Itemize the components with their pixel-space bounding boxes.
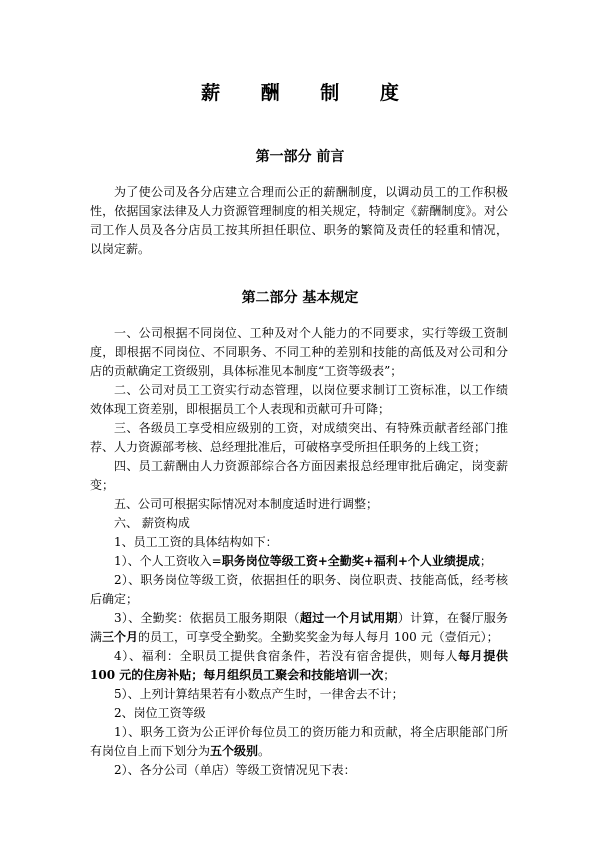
basic-rules-body xyxy=(90,324,508,780)
preface-paragraph: 为了使公司及各分店建立合理而公正的薪酬制度，以调动员工的工作积极性，依据国家法律及人力资源管理制度的相关规定，特制定《薪酬制度》。对公司工作人员及各分店员工按其所担任职位、职务的繁简及责任的轻重和情况，以岗定薪。 xyxy=(90,185,508,256)
preface-body xyxy=(90,183,508,259)
section-heading-preface: 第一部分 前言 xyxy=(255,149,345,165)
section-heading-basic-rules: 第二部分 基本规定 xyxy=(241,290,359,306)
attendance-bonus-text-a: 3）、全勤奖：依据员工服务期限（ xyxy=(114,611,300,625)
attendance-bonus-text-e: 的员工，可享受全勤奖。全勤奖奖金为每人每月 100 元（壹佰元）； xyxy=(138,630,499,644)
welfare xyxy=(90,647,508,685)
grade-levels-five: 五个级别 xyxy=(210,744,259,758)
position-grade-salary: 2）、职务岗位等级工资，依据担任的职务、岗位职责、技能高低，经考核后确定； xyxy=(90,573,508,606)
attendance-bonus-text-c: ）计算，在餐厅服务满 xyxy=(90,611,508,644)
welfare-text-c: ； xyxy=(383,668,396,682)
grade-levels-text-c: 。 xyxy=(258,744,271,758)
attendance-bonus xyxy=(90,609,508,647)
salary-formula-suffix: ； xyxy=(479,554,492,568)
rule-1: 一、公司根据不同岗位、工种及对个人能力的不同要求，实行等级工资制度，即根据不同岗位、不同职务、不同工种的差别和技能的高低及对公司和分店的贡献确定工资级别，具体标准见本制度“工资等级表”； xyxy=(90,326,508,378)
rule-2: 二、公司对员工工资实行动态管理，以岗位要求制订工资标准，以工作绩效体现工资差别，即根据员工个人表现和贡献可升可降； xyxy=(90,383,508,416)
branch-grade-table-note: 2）、各分公司（单店）等级工资情况见下表： xyxy=(114,763,356,777)
document-title: 薪 酬 制 度 xyxy=(201,82,416,104)
salary-formula xyxy=(90,552,508,571)
rounding-rule: 5）、上列计算结果若有小数点产生时，一律舍去不计； xyxy=(114,687,404,701)
salary-formula-prefix: 1）、个人工资收入= xyxy=(114,554,222,568)
grade-levels xyxy=(90,723,508,761)
rule-3: 三、各级员工享受相应级别的工资，对成绩突出、有特殊贡献者经部门推荐、人力资源部考核、总经理批准后，可破格享受所担任职务的上线工资； xyxy=(90,421,508,454)
position-grade-heading: 2、岗位工资等级 xyxy=(114,706,206,720)
rule-4: 四、员工薪酬由人力资源部综合各方面因素报总经理审批后确定，岗变薪变； xyxy=(90,459,508,492)
welfare-text-a: 4）、福利：全职员工提供食宿条件，若没有宿舍提供，则每人 xyxy=(114,649,459,663)
rule-5: 五、公司可根据实际情况对本制度适时进行调整； xyxy=(114,497,379,511)
welfare-housing-subsidy: 每月提供 100 元的住房补贴；每月组织员工聚会和技能培训一次 xyxy=(90,649,508,682)
rule-6: 六、 薪资构成 xyxy=(114,516,190,530)
salary-formula-components: 职务岗位等级工资+全勤奖+福利+个人业绩提成 xyxy=(221,554,480,568)
attendance-bonus-three-months: 三个月 xyxy=(102,630,139,644)
grade-levels-text-a: 1）、职务工资为公正评价每位员工的资历能力和贡献，将全店职能部门所有岗位自上而下划分为 xyxy=(90,725,508,758)
salary-structure-heading: 1、员工工资的具体结构如下： xyxy=(114,535,278,549)
attendance-bonus-probation: 超过一个月试用期 xyxy=(299,611,398,625)
